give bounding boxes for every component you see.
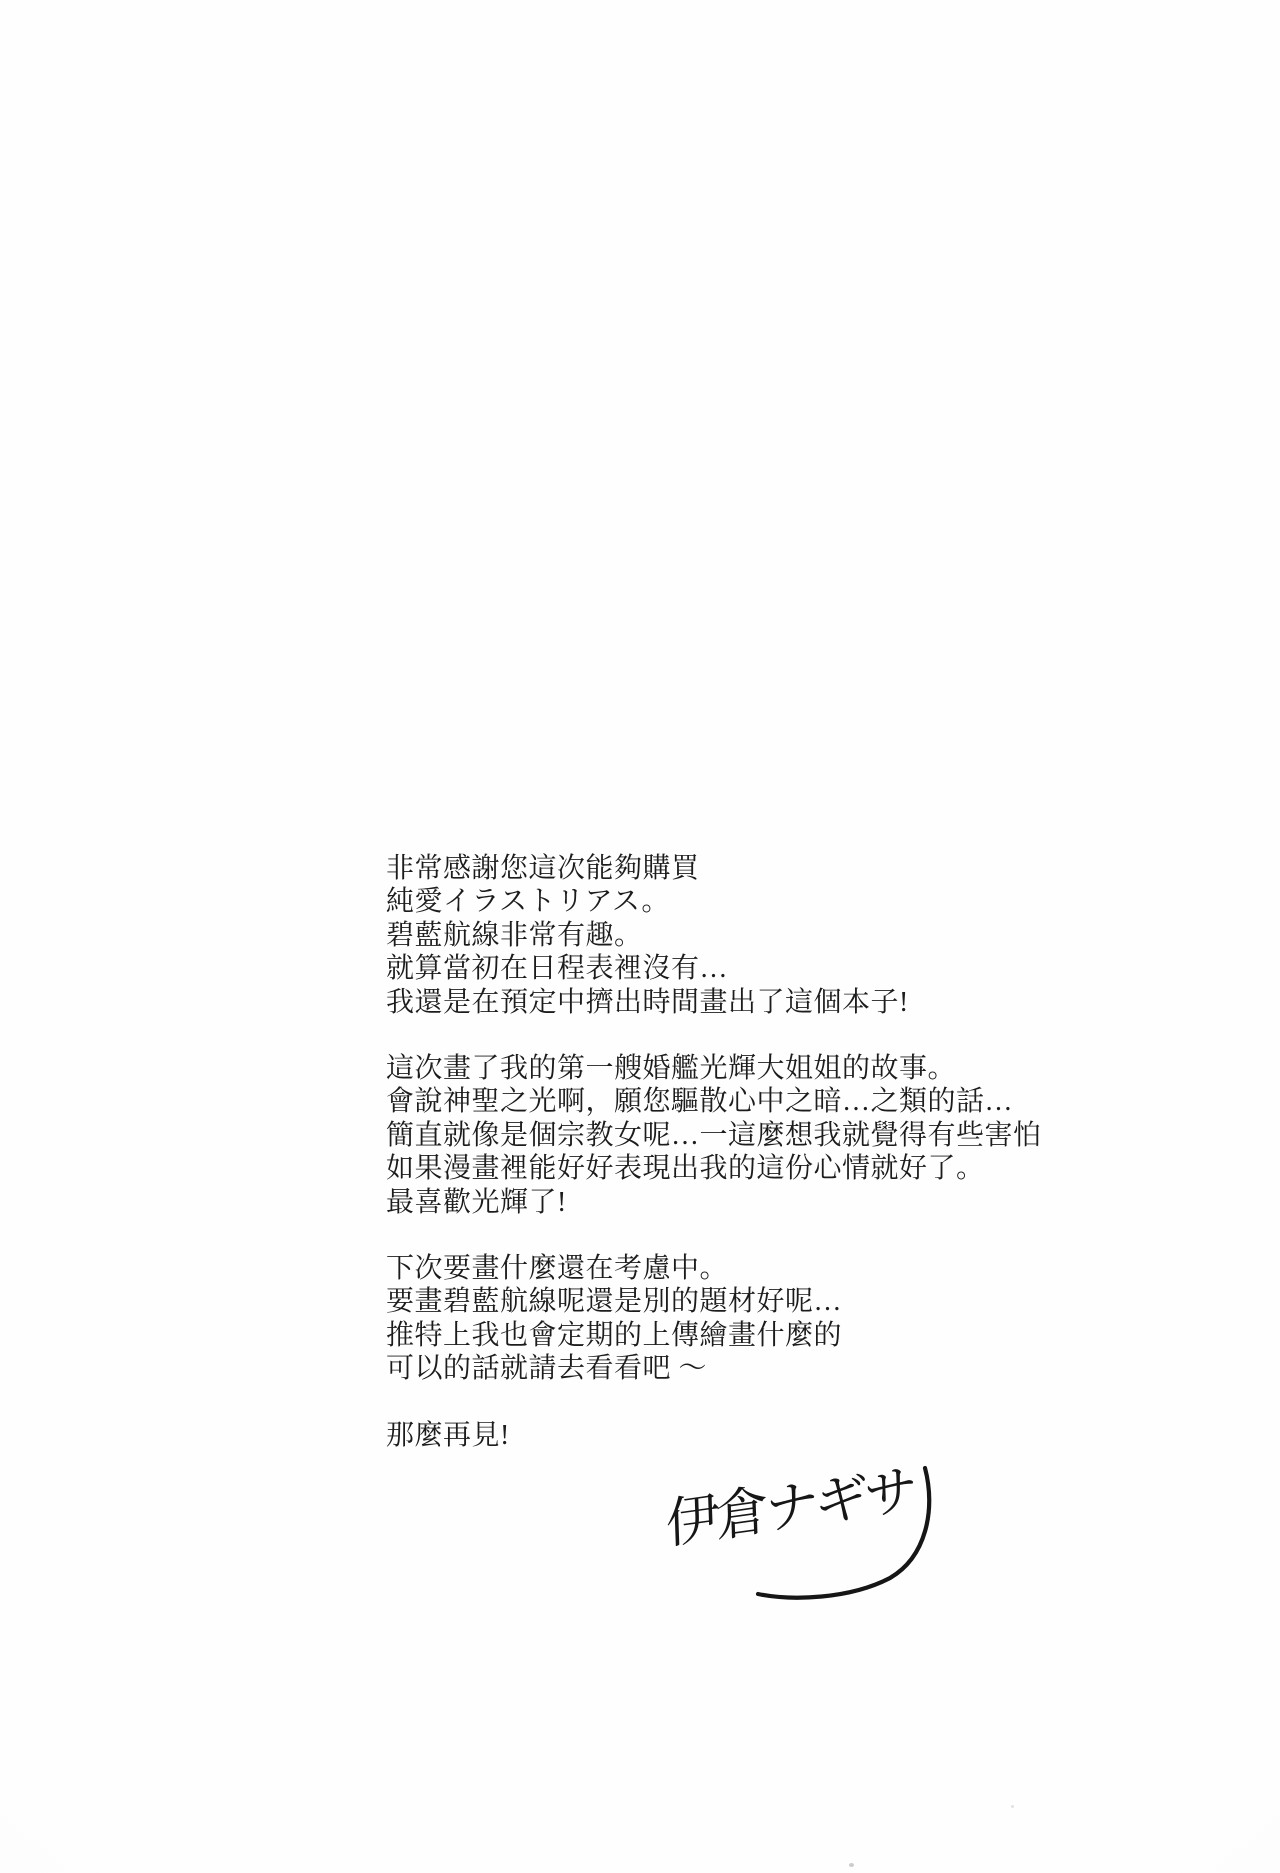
afterword-line: 我還是在預定中擠出時間畫出了這個本子!: [386, 986, 909, 1018]
afterword-paragraph-thanks: [386, 852, 1106, 1019]
afterword-line: 如果漫畫裡能好好表現出我的這份心情就好了。: [386, 1153, 985, 1185]
afterword-line: 非常感謝您這次能夠購買: [386, 853, 700, 884]
afterword-line: 碧藍航線非常有趣。: [386, 919, 643, 951]
afterword-paragraph-story: [386, 1052, 1106, 1219]
scan-artifact-speck: [1011, 1805, 1014, 1808]
scan-artifact-speck: [849, 1863, 854, 1867]
afterword-line: 要畫碧藍航線呢還是別的題材好呢…: [386, 1286, 843, 1318]
afterword-line: 就算當初在日程表裡沒有…: [386, 953, 729, 985]
afterword-line: 這次畫了我的第一艘婚艦光輝大姐姐的故事。: [386, 1053, 957, 1085]
artist-signature-text: 伊倉ナギサ: [665, 1460, 915, 1556]
afterword-line: 下次要畫什麼還在考慮中。: [386, 1253, 729, 1285]
artist-signature: [630, 1440, 990, 1640]
afterword-line: 可以的話就請去看看吧 ～: [386, 1353, 708, 1385]
afterword-text-column: [386, 852, 1106, 1485]
afterword-line: 簡直就像是個宗教女呢…一這麼想我就覺得有些害怕: [386, 1119, 1042, 1151]
afterword-paragraph-next-plans: [386, 1252, 1106, 1386]
afterword-line: 推特上我也會定期的上傳繪畫什麼的: [386, 1319, 843, 1351]
afterword-line: 會說神聖之光啊，願您驅散心中之暗…之類的話…: [386, 1086, 1014, 1118]
afterword-line: 那麼再見!: [386, 1419, 510, 1451]
afterword-line: 純愛イラストリアス。: [386, 886, 670, 918]
afterword-line: 最喜歡光輝了!: [386, 1186, 567, 1218]
